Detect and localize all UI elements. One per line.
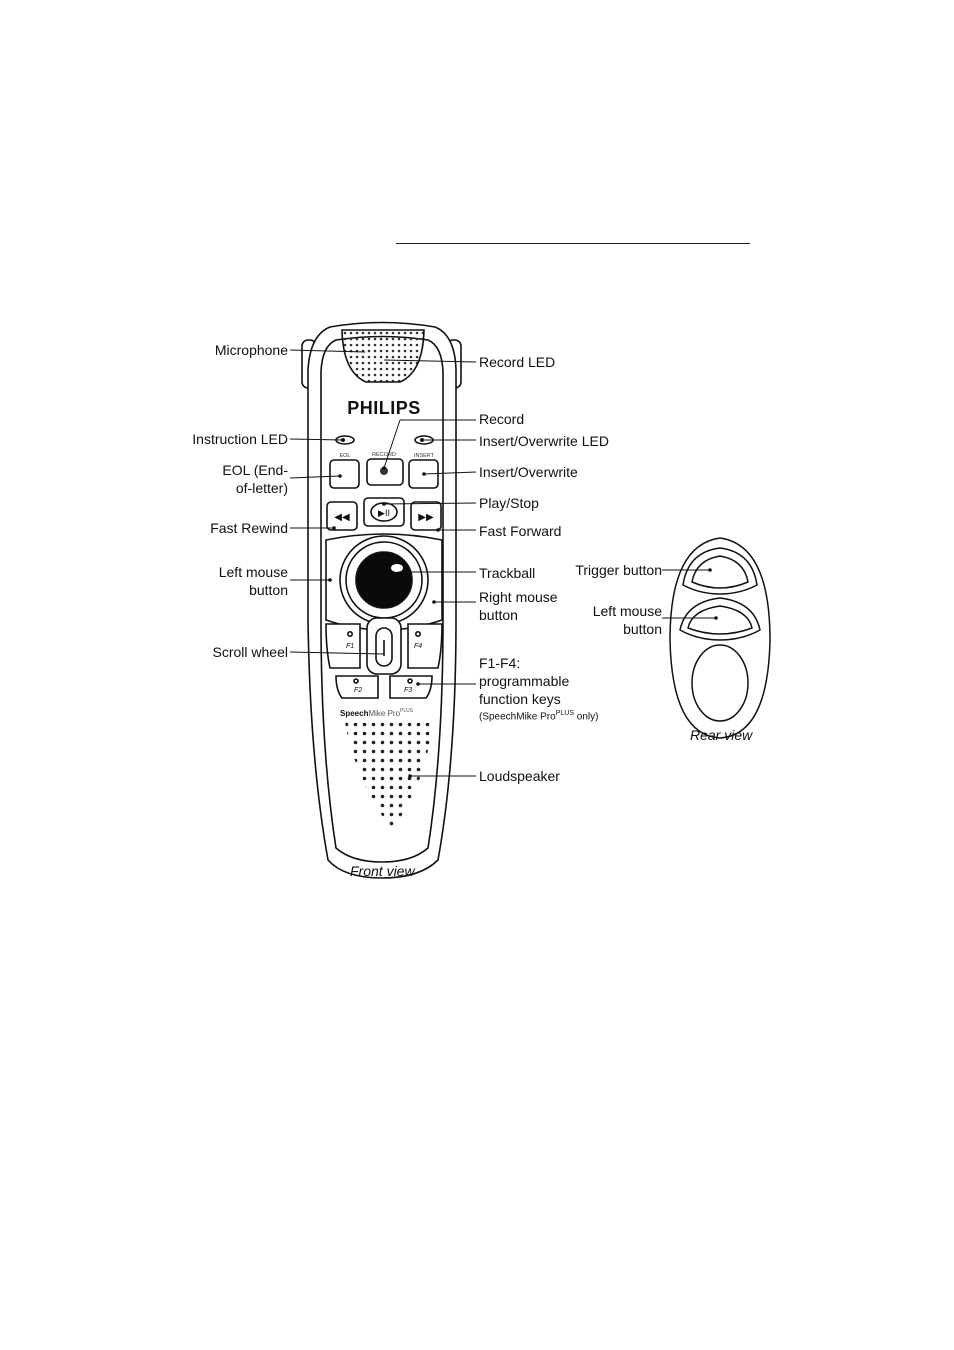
label-loudspeaker: Loudspeaker <box>479 768 560 784</box>
label-function-keys-line2: programmable <box>479 673 570 689</box>
label-right-mouse-line2: button <box>479 607 518 623</box>
label-play-stop: Play/Stop <box>479 495 539 511</box>
label-left-mouse-line2: button <box>249 582 288 598</box>
f1-key <box>326 624 360 668</box>
forward-icon: ▶▶ <box>418 512 434 523</box>
svg-text:F1: F1 <box>346 643 355 650</box>
insert-button-caption: INSERT <box>413 453 435 459</box>
trackball <box>356 552 412 608</box>
label-function-keys-note: (SpeechMike Pro$^{PLUS}$ only) <box>479 710 599 723</box>
svg-text:F4: F4 <box>414 643 423 650</box>
label-record-led: Record LED <box>479 354 556 370</box>
header-rule <box>396 243 750 244</box>
label-record: Record <box>479 411 525 427</box>
label-rear-left-mouse-line2: button <box>623 621 662 637</box>
caption-front-view: Front view <box>350 863 415 879</box>
brand-logo: PHILIPS <box>347 398 421 418</box>
rear-palm-area <box>692 645 748 721</box>
microphone-grille <box>342 330 424 382</box>
label-left-mouse-line1: Left mouse <box>218 564 288 580</box>
eol-button <box>330 460 359 488</box>
svg-text:F3: F3 <box>404 687 413 694</box>
label-eol <box>168 461 288 497</box>
label-rear-left-mouse <box>542 602 662 638</box>
label-trackball: Trackball <box>479 565 536 581</box>
label-fast-rewind: Fast Rewind <box>210 520 288 536</box>
label-eol-line1: EOL (End- <box>222 462 288 478</box>
label-rear-left-mouse-line1: Left mouse <box>592 603 662 619</box>
label-insert-overwrite-led: Insert/Overwrite LED <box>479 433 609 449</box>
label-instruction-led: Instruction LED <box>192 431 288 447</box>
label-function-keys-line3: function keys <box>479 691 561 707</box>
label-eol-line2: of-letter) <box>235 480 288 496</box>
svg-text:F2: F2 <box>354 687 363 694</box>
front-view-device <box>302 323 461 879</box>
label-scroll-wheel: Scroll wheel <box>212 644 288 660</box>
model-name: SpeechMike Pro$^{PLUS}$ <box>340 708 414 718</box>
record-button-caption: RECORD <box>372 452 396 458</box>
rear-view-device <box>670 538 770 738</box>
play-stop-icon: ▶II <box>378 508 390 518</box>
rewind-icon: ◀◀ <box>334 512 350 523</box>
label-right-mouse-line1: Right mouse <box>479 589 558 605</box>
label-trigger-button: Trigger button <box>575 562 662 578</box>
eol-button-caption: EOL <box>339 453 351 459</box>
label-left-mouse <box>168 563 288 599</box>
label-fast-forward: Fast Forward <box>479 523 562 539</box>
label-function-keys-line1: F1-F4: <box>479 655 521 671</box>
label-function-keys <box>479 654 598 723</box>
label-microphone: Microphone <box>214 342 288 358</box>
caption-rear-view: Rear view <box>690 727 753 743</box>
label-insert-overwrite: Insert/Overwrite <box>479 464 578 480</box>
